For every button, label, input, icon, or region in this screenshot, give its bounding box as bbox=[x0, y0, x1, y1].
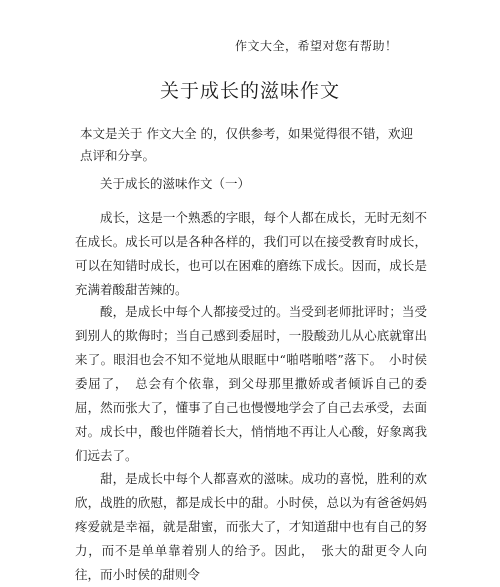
body-paragraph: 酸，是成长中每个人都接受过的。当受到老师批评时；当受到别人的欺侮时；当自己感到委屈时，一股酸劲儿从心底就窜出来了。眼泪也会不知不觉地从眼眶中“啪嗒啪嗒”落下。 小时侯委屈了， 总会有个依靠，到父母那里撒娇或者倾诉自己的委屈，然而张大了，懂事了自己也慢慢地学会了自己去承受，去面对。成长中，酸也伴随着长大，悄悄地不再让人心酸，好象离我们远去了。 bbox=[75, 304, 427, 463]
document-title: 关于成长的滋味作文 bbox=[159, 80, 340, 102]
section-title: 关于成长的滋味作文（一） bbox=[100, 176, 251, 191]
intro-paragraph: 本文是关于 作文大全 的，仅供参考，如果觉得很不错，欢迎点评和分享。 bbox=[80, 126, 413, 163]
body-paragraph: 成长，这是一个熟悉的字眼，每个人都在成长，无时无刻不在成长。成长可以是各种各样的，我们可以在接受教育时成长，可以在知错时成长，也可以在困难的磨练下成长。因而，成长是充满着酸甜苦辣的。 bbox=[75, 210, 427, 297]
body-paragraph: 甜，是成长中每个人都喜欢的滋味。成功的喜悦，胜利的欢欣，战胜的欣慰，都是成长中的甜。小时侯，总以为有爸爸妈妈疼爱就是幸福，就是甜蜜，而张大了，才知道甜中也有自己的努力，而不是单单靠着别人的给予。因此， 张大的甜更令人向往，而小时侯的甜则令 bbox=[75, 471, 427, 582]
header-note: 作文大全，希望对您有帮助！ bbox=[235, 39, 398, 53]
